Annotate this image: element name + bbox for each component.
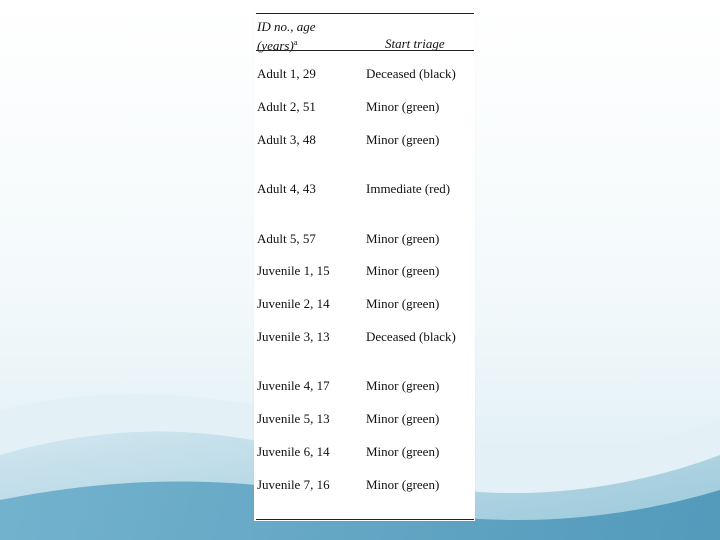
row-triage: Minor (green)	[366, 477, 440, 492]
row-triage: Deceased (black)	[366, 329, 456, 344]
row-id: Adult 4, 43	[257, 181, 316, 196]
row-id: Adult 2, 51	[257, 99, 316, 114]
row-id: Juvenile 6, 14	[257, 444, 330, 459]
table-top-rule	[256, 13, 474, 14]
row-triage: Minor (green)	[366, 263, 440, 278]
row-triage: Minor (green)	[366, 99, 440, 114]
row-id: Adult 3, 48	[257, 132, 316, 147]
row-id: Juvenile 1, 15	[257, 263, 330, 278]
table-bottom-rule	[256, 519, 474, 520]
triage-table	[254, 6, 475, 521]
row-triage: Minor (green)	[366, 444, 440, 459]
header-start-triage: Start triage	[385, 36, 445, 51]
row-triage: Minor (green)	[366, 296, 440, 311]
row-id: Juvenile 5, 13	[257, 411, 330, 426]
row-triage: Minor (green)	[366, 411, 440, 426]
row-id: Juvenile 7, 16	[257, 477, 330, 492]
row-id: Juvenile 4, 17	[257, 378, 330, 393]
row-id: Adult 1, 29	[257, 66, 316, 81]
header-id-age-line1: ID no., age	[257, 19, 316, 34]
row-triage: Immediate (red)	[366, 181, 451, 196]
row-id: Adult 5, 57	[257, 231, 316, 246]
header-years-label: (years)	[257, 38, 294, 53]
row-triage: Minor (green)	[366, 231, 440, 246]
row-id: Juvenile 2, 14	[257, 296, 330, 311]
row-triage: Deceased (black)	[366, 66, 456, 81]
row-triage: Minor (green)	[366, 132, 440, 147]
header-footnote-marker: a	[293, 38, 298, 47]
row-id: Juvenile 3, 13	[257, 329, 330, 344]
table-header-rule	[256, 50, 474, 51]
row-triage: Minor (green)	[366, 378, 440, 393]
